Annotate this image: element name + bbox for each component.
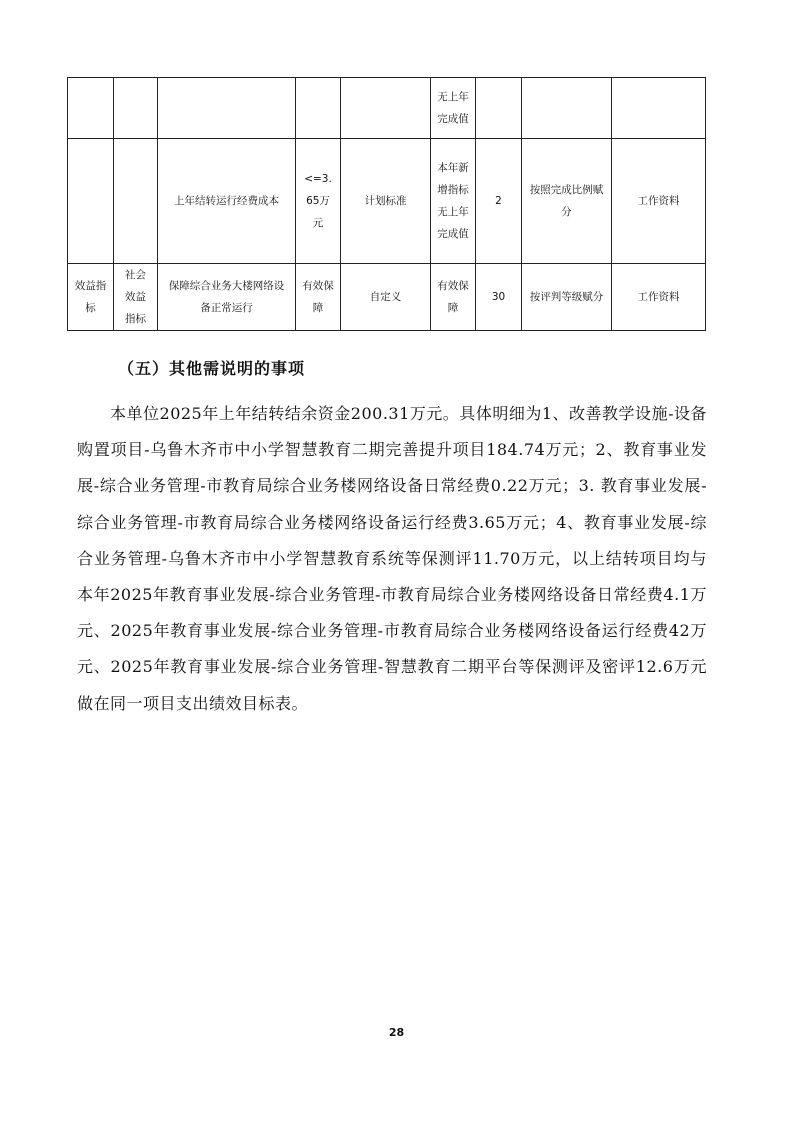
cell-scoring bbox=[522, 78, 612, 139]
cell-weight bbox=[476, 78, 522, 139]
cell-target: 有效保障 bbox=[296, 264, 341, 331]
cell-standard bbox=[341, 78, 431, 139]
cell-basis: 无上年完成值 bbox=[431, 78, 476, 139]
cell-level2 bbox=[114, 139, 158, 264]
cell-target: <=3.65万元 bbox=[296, 139, 341, 264]
cell-basis: 本年新增指标无上年完成值 bbox=[431, 139, 476, 264]
cell-weight: 2 bbox=[476, 139, 522, 264]
cell-weight: 30 bbox=[476, 264, 522, 331]
body-paragraph: 本单位2025年上年结转结余资金200.31万元。具体明细为1、改善教学设施-设备购置项目-乌鲁木齐市中小学智慧教育二期完善提升项目184.74万元；2、教育事业发展-综合业务管理-市教育局综合业务楼网络设备日常经费0.22万元；3. 教育事业发展-综合业务管理-市教育局综合业务楼网络设备运行经费3.65万元；4、教育事业发展-综合业务管理-乌鲁木齐市中小学智慧教育系统等保测评11.70万元，以上结转项目均与本年2025年教育事业发展-综合业务管理-市教育局综合业务楼网络设备日常经费4.1万元、2025年教育事业发展-综合业务管理-市教育局综合业务楼网络设备运行经费42万元、2025年教育事业发展-综合业务管理-智慧教育二期平台等保测评及密评12.6万元做在同一项目支出绩效目标表。 bbox=[77, 404, 707, 713]
cell-level1: 效益指标 bbox=[68, 264, 114, 331]
cell-scoring: 按照完成比例赋分 bbox=[522, 139, 612, 264]
cell-standard: 自定义 bbox=[341, 264, 431, 331]
cell-basis: 有效保障 bbox=[431, 264, 476, 331]
cell-source: 工作资料 bbox=[612, 264, 706, 331]
table-row bbox=[68, 264, 706, 331]
cell-standard: 计划标准 bbox=[341, 139, 431, 264]
page-number: 28 bbox=[388, 1026, 405, 1039]
section-heading: （五）其他需说明的事项 bbox=[118, 359, 306, 378]
cell-indicator bbox=[158, 78, 296, 139]
cell-source: 工作资料 bbox=[612, 139, 706, 264]
cell-indicator: 上年结转运行经费成本 bbox=[158, 139, 296, 264]
cell-level1 bbox=[68, 78, 114, 139]
cell-source bbox=[612, 78, 706, 139]
cell-level2 bbox=[114, 78, 158, 139]
cell-level1 bbox=[68, 139, 114, 264]
table-row bbox=[68, 139, 706, 264]
performance-table bbox=[67, 77, 706, 331]
cell-indicator: 保障综合业务大楼网络设备正常运行 bbox=[158, 264, 296, 331]
table-row bbox=[68, 78, 706, 139]
cell-level2: 社会效益指标 bbox=[114, 264, 158, 331]
cell-target bbox=[296, 78, 341, 139]
cell-scoring: 按评判等级赋分 bbox=[522, 264, 612, 331]
